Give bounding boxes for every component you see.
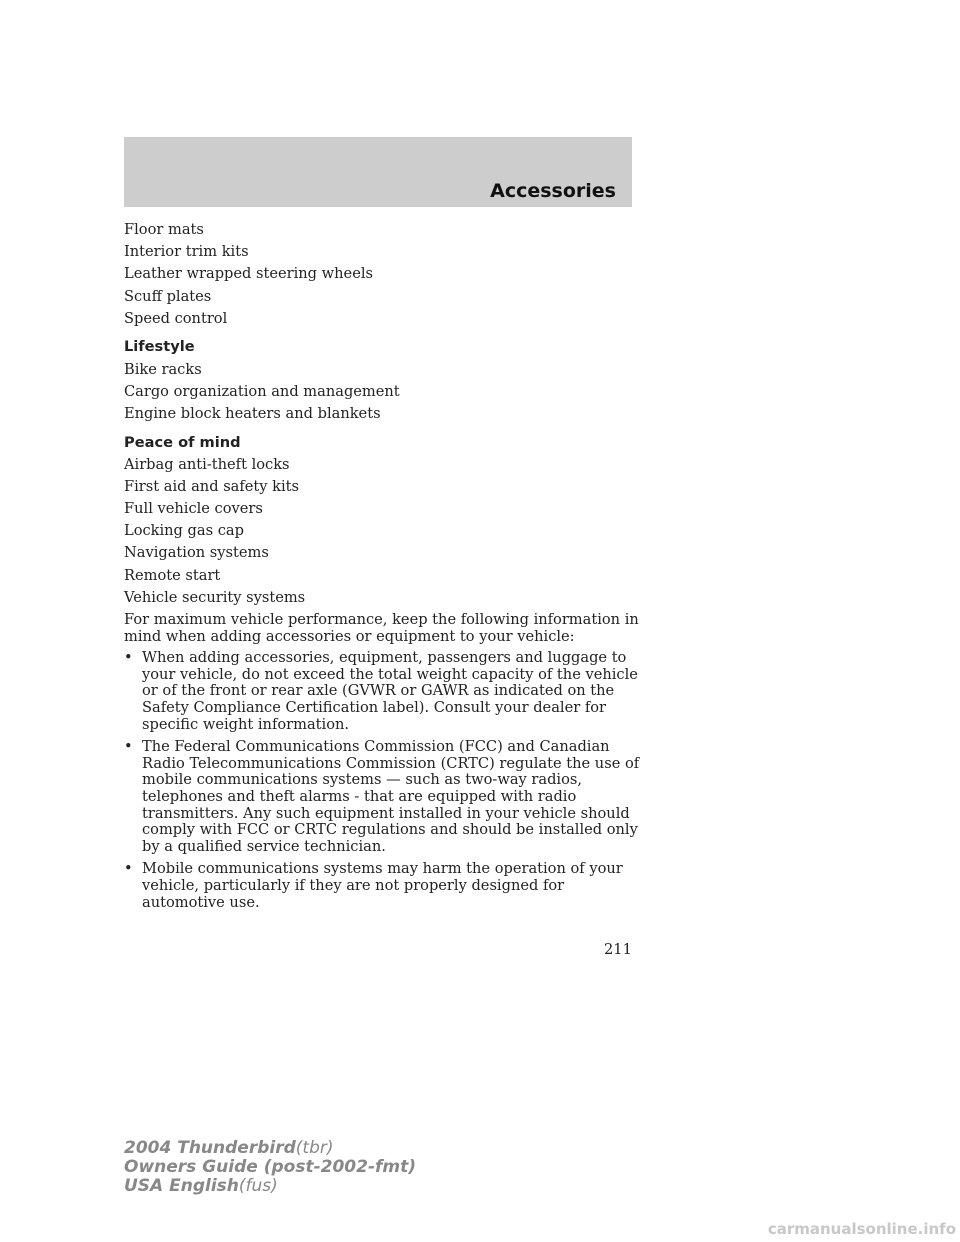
list-item: Airbag anti-theft locks [124,455,290,473]
bullet-text: The Federal Communications Commission (FCC) and Canadian Radio Telecommunications Commission (CRTC) regulate the use of mobile communications systems — such as two-way radios, telephones and theft alarms - that are equipped with radio transmitters. Any such equipment installed in your vehicle should comply with FCC or CRTC regulations and should be installed only by a qualified service technician. [142,738,640,855]
footer-guide: Owners Guide (post-2002-fmt) [124,1157,417,1177]
guidance-bullet-list [124,650,644,911]
list-item: Leather wrapped steering wheels [124,265,373,283]
list-item: First aid and safety kits [124,477,300,495]
watermark[interactable]: carmanualsonline.info [767,1220,956,1238]
footer-language: USA English [124,1176,239,1196]
bullet-icon: • [124,649,133,667]
bullet-item [124,861,644,911]
list-item: Bike racks [124,360,202,378]
section-header-band [124,137,632,207]
document-footer [124,1139,416,1196]
page-number: 211 [604,941,632,958]
list-item: Engine block heaters and blankets [124,404,381,422]
footer-line-guide [124,1158,416,1177]
footer-language-code: (fus) [238,1176,278,1196]
accessory-list-lifestyle [124,362,644,423]
list-item: Vehicle security systems [124,588,306,606]
list-item: Scuff plates [124,287,212,305]
list-item: Navigation systems [124,544,269,562]
list-item: Speed control [124,309,228,327]
bullet-item [124,739,644,855]
footer-line-model [124,1139,416,1158]
page-content [124,222,644,917]
list-item: Interior trim kits [124,243,249,261]
bullet-icon: • [124,860,133,878]
list-item: Full vehicle covers [124,500,263,518]
bullet-text: Mobile communications systems may harm the operation of your vehicle, particularly if they are not properly designed for automotive use. [142,860,623,911]
accessory-list-peace-of-mind [124,457,644,607]
bullet-icon: • [124,738,133,756]
footer-model: 2004 Thunderbird [124,1138,296,1158]
list-item: Locking gas cap [124,522,244,540]
list-item: Cargo organization and management [124,382,400,400]
bullet-item [124,650,644,733]
heading-lifestyle: Lifestyle [124,338,195,356]
bullet-text: When adding accessories, equipment, passengers and luggage to your vehicle, do not exceed the total weight capacity of the vehicle or of the front or rear axle (GVWR or GAWR as indicated on the Safety Compliance Certification label). Consult your dealer for specific weight information. [142,649,638,733]
heading-peace-of-mind: Peace of mind [124,433,241,451]
footer-line-language [124,1177,416,1196]
list-item: Remote start [124,566,221,584]
accessory-list-general [124,222,644,327]
footer-model-code: (tbr) [295,1138,334,1158]
intro-paragraph: For maximum vehicle performance, keep the following information in mind when adding accessories or equipment to your vehicle: [124,611,639,645]
list-item: Floor mats [124,221,204,238]
section-title: Accessories [490,180,616,202]
